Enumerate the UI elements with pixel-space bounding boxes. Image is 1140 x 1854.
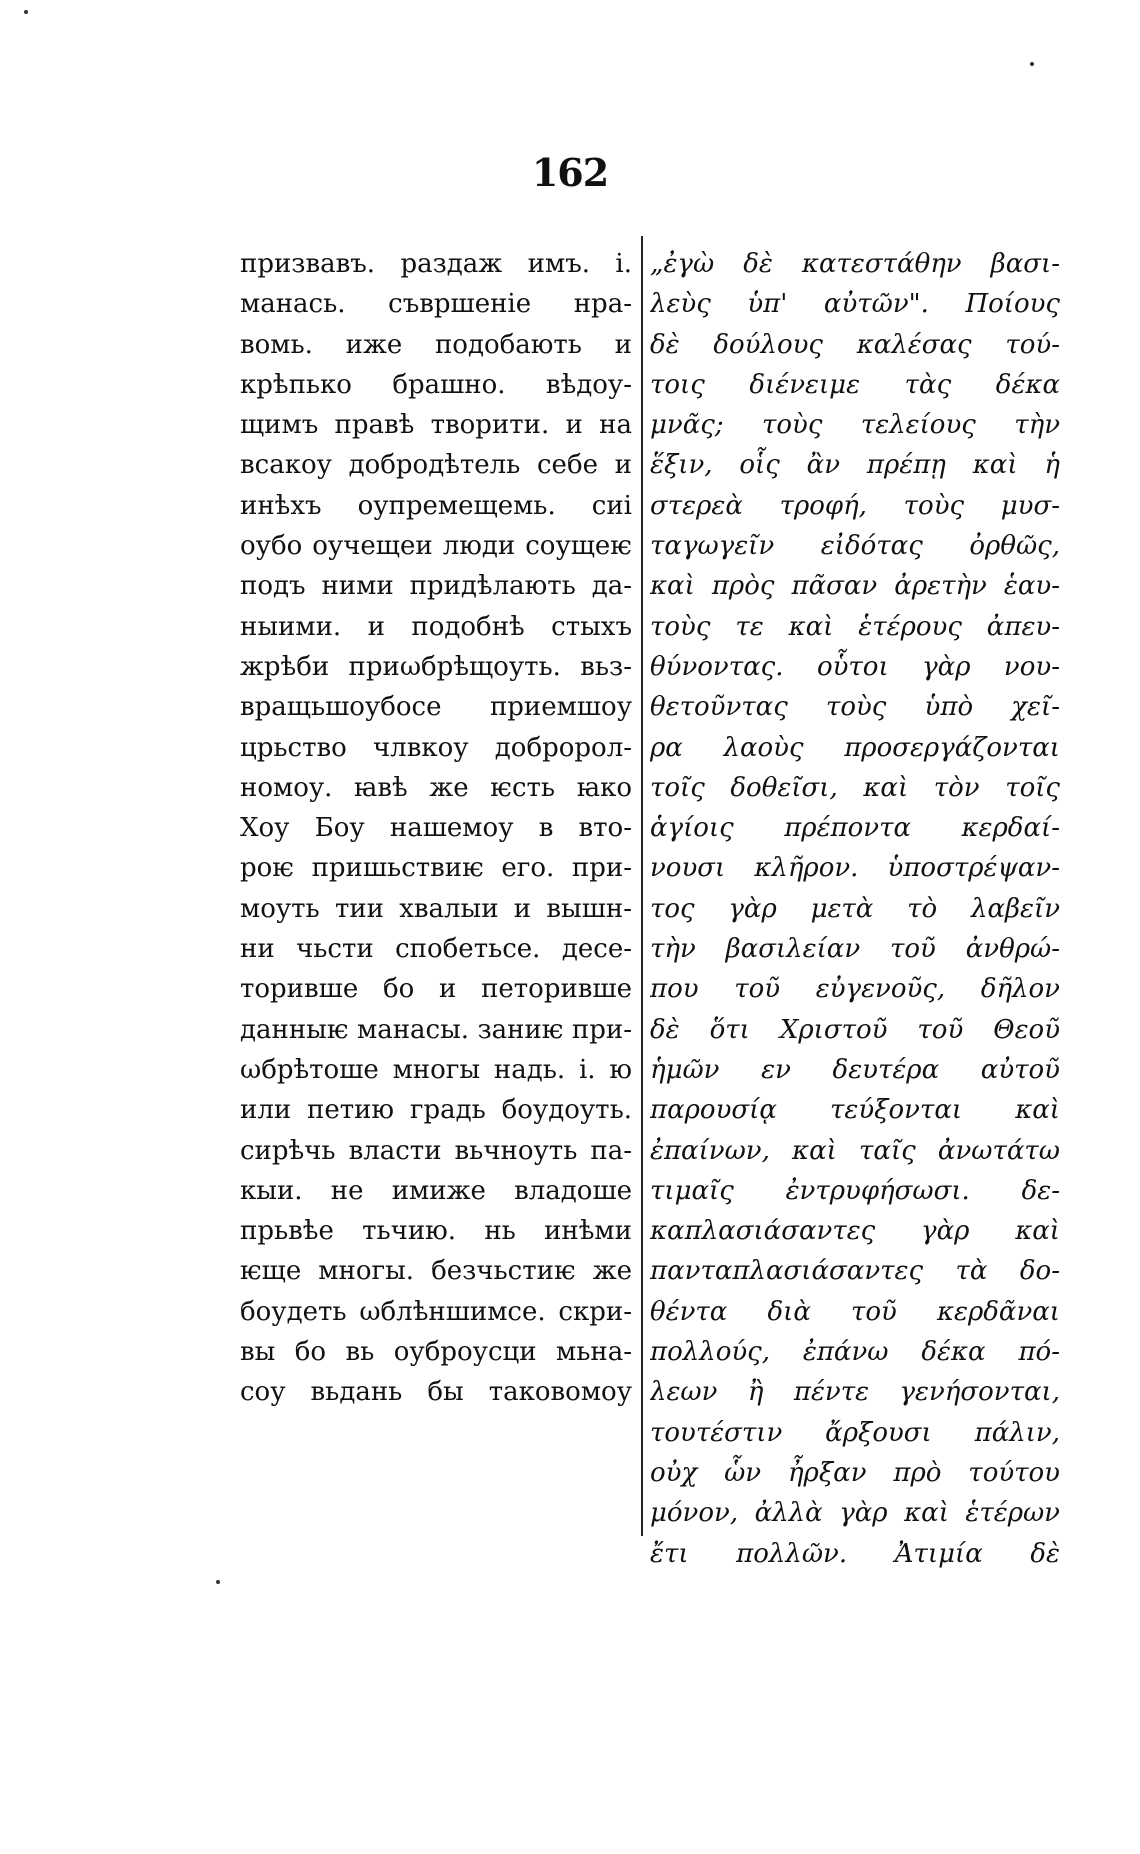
slavonic-text-line: роѥ пришьствиѥ его. при- bbox=[240, 853, 632, 884]
greek-text-line: δὲ ὅτι Χριστοῦ τοῦ Θεοῦ bbox=[650, 1014, 1060, 1045]
greek-text-line: θέντα διὰ τοῦ κερδᾶναι bbox=[650, 1296, 1060, 1327]
greek-text-column bbox=[650, 244, 1060, 1574]
greek-text-line: δὲ δούλους καλέσας τού- bbox=[650, 329, 1060, 360]
greek-text-line: ἐπαίνων, καὶ ταῖς ἀνωτάτω bbox=[650, 1135, 1060, 1166]
greek-text-line: καὶ πρὸς πᾶσαν ἀρετὴν ἑαυ- bbox=[650, 571, 1060, 602]
greek-text-line: στερεὰ τροφή, τοὺς μυσ- bbox=[650, 490, 1060, 521]
page-number: 162 bbox=[531, 150, 609, 195]
slavonic-text-line: кыи. не имиже владоше bbox=[240, 1175, 632, 1206]
greek-text-line: που τοῦ εὐγενοῦς, δῆλον bbox=[650, 974, 1060, 1005]
greek-text-line: ἕξιν, οἷς ἂν πρέπῃ καὶ ἡ bbox=[650, 450, 1060, 481]
greek-text-line: θύνοντας. οὗτοι γὰρ νου- bbox=[650, 651, 1060, 682]
slavonic-text-line: вы бо вь оуброусци мьна- bbox=[240, 1337, 632, 1368]
print-speck bbox=[216, 1580, 220, 1584]
greek-text-line: παρουσίᾳ τεύξονται καὶ bbox=[650, 1095, 1060, 1126]
greek-text-line: πολλούς, ἐπάνω δέκα πό- bbox=[650, 1337, 1060, 1368]
slavonic-text-line: всакоу добродѣтель себе и bbox=[240, 450, 632, 481]
slavonic-text-line: моуть тии хвалыи и вышн- bbox=[240, 893, 632, 924]
slavonic-text-line: жрѣби приωбрѣщоуть. вьз- bbox=[240, 651, 632, 682]
slavonic-text-line: боудеть ωблѣншимсе. скри- bbox=[240, 1296, 632, 1327]
greek-text-line: „ἐγὼ δὲ κατεστάθην βασι- bbox=[650, 249, 1060, 279]
greek-text-line: μνᾶς; τοὺς τελείους τὴν bbox=[650, 410, 1060, 441]
greek-text-line: τοὺς τε καὶ ἑτέρους ἀπευ- bbox=[650, 611, 1060, 642]
slavonic-text-line: ни чьсти спобетьсе. десе- bbox=[240, 934, 632, 965]
greek-text-line: ἁγίοις πρέποντα κερδαί- bbox=[650, 813, 1060, 844]
slavonic-text-line: соу вьдань бы таковомоу bbox=[240, 1377, 632, 1408]
slavonic-text-line: ωбрѣтоше многы надь. і. ю bbox=[240, 1054, 632, 1085]
greek-text-line: πανταπλασιάσαντες τὰ δο- bbox=[650, 1256, 1060, 1287]
greek-text-line: καπλασιάσαντες γὰρ καὶ bbox=[650, 1216, 1060, 1247]
slavonic-text-line: торивше бо и петоривше bbox=[240, 974, 632, 1005]
greek-text-line: ταγωγεῖν εἰδότας ὀρθῶς, bbox=[650, 531, 1060, 562]
print-speck bbox=[1030, 62, 1034, 66]
greek-text-line: τουτέστιν ἄρξουσι πάλιν, bbox=[650, 1417, 1060, 1448]
slavonic-text-line: оубо оучещеи люди соущеѥ bbox=[240, 531, 632, 562]
slavonic-text-line: или петию градь боудоуть. bbox=[240, 1095, 632, 1126]
greek-text-line: τος γὰρ μετὰ τὸ λαβεῖν bbox=[650, 893, 1060, 924]
column-divider bbox=[641, 236, 643, 1536]
print-speck bbox=[24, 10, 28, 14]
slavonic-text-line: призвавъ. раздаж имъ. і. bbox=[240, 249, 632, 279]
greek-text-line: τιμαῖς ἐντρυφήσωσι. δε- bbox=[650, 1175, 1060, 1206]
greek-text-line: τὴν βασιλείαν τοῦ ἀνθρώ- bbox=[650, 934, 1060, 965]
slavonic-text-line: щимъ правѣ творити. и на bbox=[240, 410, 632, 441]
slavonic-text-line: ѥще многы. безчьстиѥ же bbox=[240, 1256, 632, 1287]
greek-text-line: τοις διένειμε τὰς δέκα bbox=[650, 369, 1060, 400]
slavonic-text-line: Хоу Боу нашемоу в вто- bbox=[240, 813, 632, 844]
slavonic-text-line: вращьшоубосе приемшоу bbox=[240, 692, 632, 723]
greek-text-line: θετοῦντας τοὺς ὑπὸ χεῖ- bbox=[650, 692, 1060, 723]
slavonic-text-line: манась. съвршеніе нра- bbox=[240, 289, 632, 320]
greek-text-line: οὐχ ὧν ἦρξαν πρὸ τούτου bbox=[650, 1457, 1060, 1488]
greek-text-line: τοῖς δοθεῖσι, καὶ τὸν τοῖς bbox=[650, 772, 1060, 803]
greek-text-line: ρα λαοὺς προσεργάζονται bbox=[650, 732, 1060, 763]
slavonic-text-line: крѣпько брашно. вѣдоу- bbox=[240, 369, 632, 400]
greek-text-line: νουσι κλῆρον. ὑποστρέψαν- bbox=[650, 853, 1060, 884]
greek-text-line: λεων ἢ πέντε γενήσονται, bbox=[650, 1377, 1060, 1408]
slavonic-text-line: инѣхъ оупремещемь. сиі bbox=[240, 490, 632, 521]
slavonic-text-line: номоу. ꙗвѣ же ѥсть ꙗко bbox=[240, 772, 632, 803]
slavonic-text-line: подъ ними придѣлають да- bbox=[240, 571, 632, 602]
slavonic-text-column bbox=[240, 244, 632, 1413]
slavonic-text-line: данныѥ манасы. заниѥ при- bbox=[240, 1014, 632, 1045]
greek-text-line: μόνον, ἀλλὰ γὰρ καὶ ἑτέρων bbox=[650, 1498, 1060, 1529]
slavonic-text-line: сирѣчь власти вьчноуть па- bbox=[240, 1135, 632, 1166]
greek-text-line: ἡμῶν εν δευτέρα αὐτοῦ bbox=[650, 1054, 1060, 1085]
slavonic-text-line: црьство члвкоу добророл- bbox=[240, 732, 632, 763]
slavonic-text-line: вомь. иже подобають и bbox=[240, 329, 632, 360]
slavonic-text-line: прьвѣе тьчию. нь инѣми bbox=[240, 1216, 632, 1247]
slavonic-text-line: ныими. и подобнѣ стыхъ bbox=[240, 611, 632, 642]
greek-text-line: λεὺς ὑπ' αὐτῶν". Ποίους bbox=[650, 289, 1060, 320]
greek-text-line: ἔτι πολλῶν. Ἀτιμία δὲ bbox=[650, 1538, 1060, 1569]
